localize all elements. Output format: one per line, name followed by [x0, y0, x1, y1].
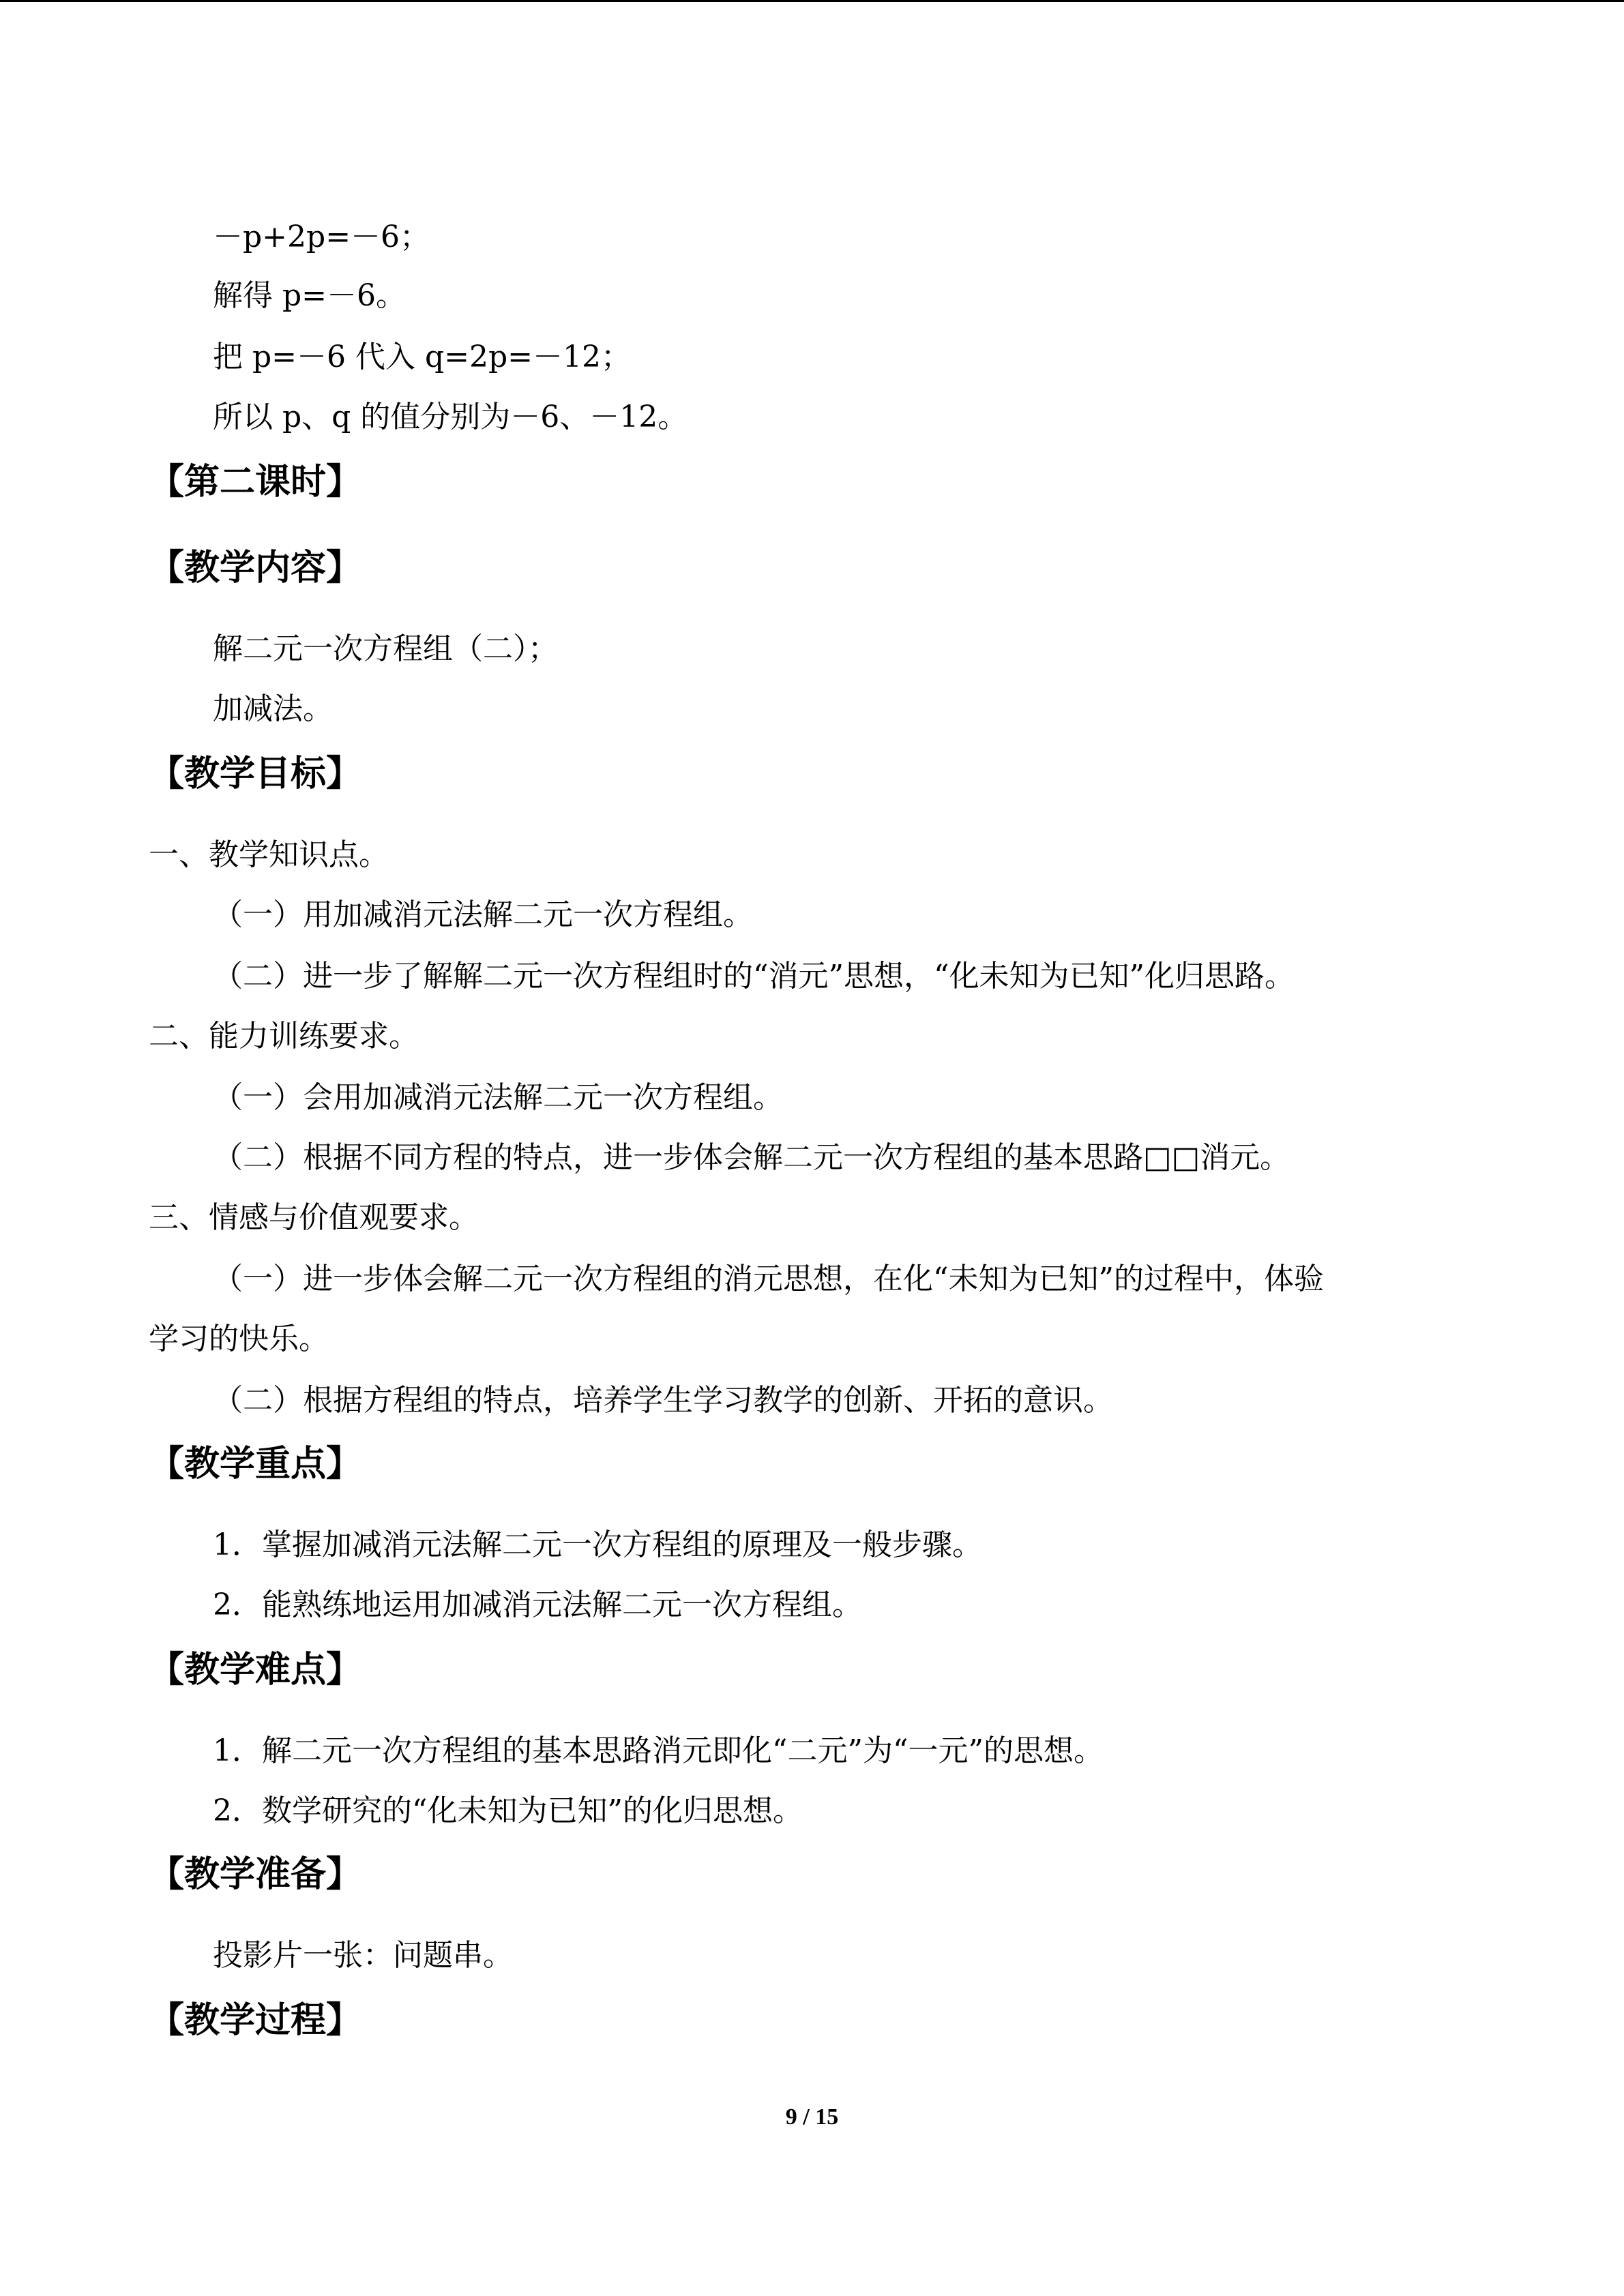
objective-item: （二）根据方程组的特点，培养学生学习教学的创新、开拓的意识。 [213, 1383, 1113, 1418]
section-heading-difficulties: 【教学难点】 [149, 1650, 362, 1690]
objective-item-continuation: 学习的快乐。 [149, 1322, 329, 1356]
objective-item: （二）根据不同方程的特点，进一步体会解二元一次方程组的基本思路□□消元。 [213, 1140, 1290, 1175]
equation-line: 所以 p、q 的值分别为－6、－12。 [213, 400, 688, 434]
equation-line: 解得 p=－6。 [213, 278, 407, 313]
equation-line: －p+2p=－6； [213, 220, 430, 254]
objective-section-title: 三、情感与价值观要求。 [149, 1200, 479, 1235]
equation-line: 把 p=－6 代入 q=2p=－12； [213, 340, 632, 374]
content-item: 解二元一次方程组（二）； [213, 631, 558, 666]
objective-item: （一）会用加减消元法解二元一次方程组。 [213, 1080, 783, 1115]
key-point-item: 1．掌握加减消元法解二元一次方程组的原理及一般步骤。 [213, 1527, 982, 1562]
difficulty-item: 2．数学研究的“化未知为已知”的化归思想。 [213, 1793, 803, 1828]
objective-item: （一）用加减消元法解二元一次方程组。 [213, 897, 753, 932]
objective-item: （二）进一步了解解二元一次方程组时的“消元”思想，“化未知为已知”化归思路。 [213, 959, 1295, 994]
objective-item: （一）进一步体会解二元一次方程组的消元思想，在化“未知为已知”的过程中，体验 [213, 1262, 1324, 1296]
preparation-text: 投影片一张：问题串。 [213, 1938, 513, 1973]
objective-section-title: 二、能力训练要求。 [149, 1019, 419, 1054]
top-border [0, 0, 1624, 2]
section-heading-objectives: 【教学目标】 [149, 754, 362, 794]
section-heading-key-points: 【教学重点】 [149, 1444, 362, 1485]
page-number: 9 / 15 [785, 2104, 839, 2130]
objective-section-title: 一、教学知识点。 [149, 837, 389, 872]
content-item: 加减法。 [213, 691, 333, 726]
section-heading-preparation: 【教学准备】 [149, 1854, 362, 1895]
key-point-item: 2．能熟练地运用加减消元法解二元一次方程组。 [213, 1587, 862, 1622]
section-heading-second-lesson: 【第二课时】 [149, 462, 362, 503]
difficulty-item: 1．解二元一次方程组的基本思路消元即化“二元”为“一元”的思想。 [213, 1733, 1104, 1768]
section-heading-process: 【教学过程】 [149, 2000, 362, 2041]
section-heading-content: 【教学内容】 [149, 548, 362, 588]
